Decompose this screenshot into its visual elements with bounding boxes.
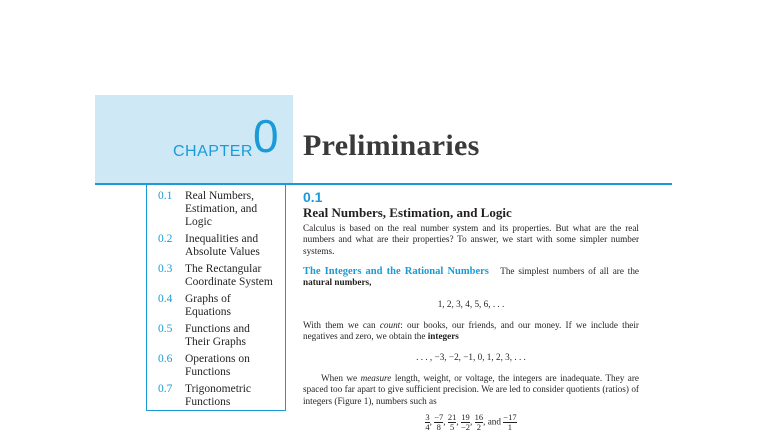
chapter-label: CHAPTER xyxy=(173,143,253,160)
toc-item-label: Graphs of Equations xyxy=(185,293,231,318)
fraction: $\frac{19}{-2}$ xyxy=(460,412,471,432)
fraction: $\frac{3}{4}$ xyxy=(425,412,430,432)
toc-item-label: Real Numbers, Estimation, and Logic xyxy=(185,190,258,228)
integers-list: . . . , −3, −2, −1, 0, 1, 2, 3, . . . xyxy=(416,352,526,362)
chapter-title: Preliminaries xyxy=(303,129,480,162)
toc-item-label: Functions and Their Graphs xyxy=(185,323,250,348)
subsection-paragraph: The Integers and the Rational Numbers The simplest numbers of all are the natural numbers, xyxy=(303,266,639,288)
toc-item-number: 0.4 xyxy=(158,293,173,305)
chapter-number: 0 xyxy=(253,110,279,162)
toc-item-number: 0.1 xyxy=(158,190,173,202)
toc-item-label: The Rectangular Coordinate System xyxy=(185,263,273,288)
fraction: $\frac{21}{5}$ xyxy=(447,412,457,432)
intro-paragraph: Calculus is based on the real number system and its properties. But what are the real numbers and what are their properties? To answer, we start with some simpler number systems. xyxy=(303,223,639,256)
fraction: $\frac{-17}{1}$ xyxy=(503,412,517,432)
section-title: Real Numbers, Estimation, and Logic xyxy=(303,205,512,220)
toc-item-label: Trigonometric Functions xyxy=(185,383,252,408)
toc-item-label: Inequalities and Absolute Values xyxy=(185,233,260,258)
toc-item-number: 0.7 xyxy=(158,383,173,395)
integers-paragraph: With them we can count: our books, our friends, and our money. If we include their negatives and zero, we obtain the integers xyxy=(303,320,639,342)
subsection-heading: The Integers and the Rational Numbers xyxy=(303,266,489,277)
toc-item-number: 0.5 xyxy=(158,323,173,335)
section-number: 0.1 xyxy=(303,189,323,205)
toc-item-number: 0.3 xyxy=(158,263,173,275)
fraction: $\frac{-7}{8}$ xyxy=(434,412,444,432)
fraction-examples: $\frac{3}{4}$ , $\frac{-7}{8}$ , $\frac{21}{5}$ , $\frac{19}{-2}$ , $\frac{16}{2}$ , and $\frac{-17}{1}$ xyxy=(425,412,517,432)
toc-item-number: 0.6 xyxy=(158,353,173,365)
toc-item-number: 0.2 xyxy=(158,233,173,245)
fraction: $\frac{16}{2}$ xyxy=(474,412,484,432)
natural-numbers: 1, 2, 3, 4, 5, 6, . . . xyxy=(437,299,505,309)
table-of-contents xyxy=(146,185,286,411)
rationals-paragraph: When we measure length, weight, or voltage, the integers are inadequate. They are spaced too far apart to give sufficient precision. We are led to consider quotients (ratios) of integers (Figure 1), numbers such as xyxy=(303,373,639,406)
toc-item-label: Operations on Functions xyxy=(185,353,250,378)
